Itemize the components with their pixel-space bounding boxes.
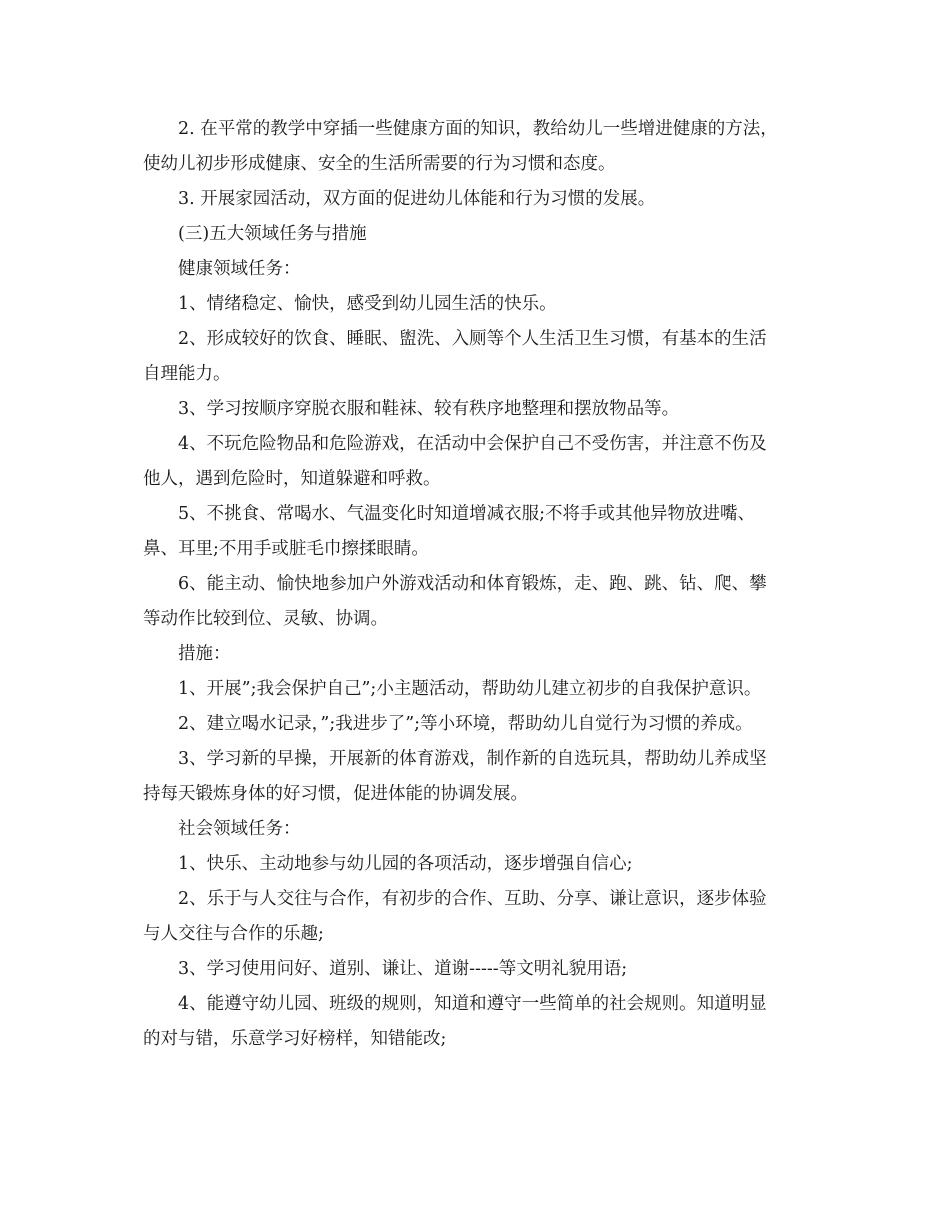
body-text <box>143 112 808 1057</box>
text-line: 社会领域任务： <box>178 819 301 839</box>
text-line: 4、不玩危险物品和危险游戏，在活动中会保护自己不受伤害，并注意不伤及 <box>178 434 767 454</box>
paragraph <box>143 672 808 707</box>
text-line: 措施： <box>178 644 231 664</box>
paragraph <box>143 287 808 322</box>
text-line: 的对与错，乐意学习好榜样，知错能改; <box>143 1029 447 1049</box>
paragraph <box>143 217 808 252</box>
text-line: 1、情绪稳定、愉快，感受到幼儿园生活的快乐。 <box>178 294 557 314</box>
text-line: 自理能力。 <box>143 364 231 384</box>
paragraph <box>143 707 808 742</box>
paragraph <box>143 252 808 287</box>
text-line: 等动作比较到位、灵敏、协调。 <box>143 609 388 629</box>
paragraph <box>143 112 808 182</box>
text-line: 2、建立喝水记录，”;我进步了”;等小环境，帮助幼儿自觉行为习惯的养成。 <box>178 714 753 734</box>
paragraph <box>143 182 808 217</box>
text-line: (三)五大领域任务与措施 <box>178 224 367 244</box>
paragraph <box>143 742 808 812</box>
paragraph <box>143 952 808 987</box>
paragraph <box>143 637 808 672</box>
paragraph <box>143 847 808 882</box>
text-line: 4、能遵守幼儿园、班级的规则，知道和遵守一些简单的社会规则。知道明显 <box>178 994 767 1014</box>
text-line: 3、学习新的早操，开展新的体育游戏，制作新的自选玩具，帮助幼儿养成坚 <box>178 749 767 769</box>
text-line: 1、开展”;我会保护自己”;小主题活动，帮助幼儿建立初步的自我保护意识。 <box>178 679 762 699</box>
text-line: 2、乐于与人交往与合作，有初步的合作、互助、分享、谦让意识，逐步体验 <box>178 889 767 909</box>
paragraph <box>143 392 808 427</box>
paragraph <box>143 427 808 497</box>
text-line: 3、学习使用问好、道别、谦让、道谢-----等文明礼貌用语; <box>178 959 628 979</box>
text-line: 5、不挑食、常喝水、气温变化时知道增减衣服;不将手或其他异物放进嘴、 <box>178 504 756 524</box>
text-line: 他人，遇到危险时，知道躲避和呼救。 <box>143 469 441 489</box>
text-line: 与人交往与合作的乐趣; <box>143 924 324 944</box>
text-line: 3. 开展家园活动，双方面的促进幼儿体能和行为习惯的发展。 <box>178 189 656 209</box>
text-line: 鼻、耳里;不用手或脏毛巾擦揉眼睛。 <box>143 539 429 559</box>
text-line: 1、快乐、主动地参与幼儿园的各项活动，逐步增强自信心; <box>178 854 633 874</box>
text-line: 使幼儿初步形成健康、安全的生活所需要的行为习惯和态度。 <box>143 154 616 174</box>
paragraph <box>143 322 808 392</box>
paragraph <box>143 882 808 952</box>
text-line: 2、形成较好的饮食、睡眠、盥洗、入厕等个人生活卫生习惯，有基本的生活 <box>178 329 767 349</box>
paragraph <box>143 812 808 847</box>
text-line: 健康领域任务： <box>178 259 301 279</box>
paragraph <box>143 497 808 567</box>
paragraph <box>143 987 808 1057</box>
text-line: 持每天锻炼身体的好习惯，促进体能的协调发展。 <box>143 784 528 804</box>
text-line: 6、能主动、愉快地参加户外游戏活动和体育锻炼，走、跑、跳、钻、爬、攀 <box>178 574 767 594</box>
text-line: 3、学习按顺序穿脱衣服和鞋袜、较有秩序地整理和摆放物品等。 <box>178 399 680 419</box>
text-line: 2. 在平常的教学中穿插一些健康方面的知识，教给幼儿一些增进健康的方法， <box>178 119 778 139</box>
paragraph <box>143 567 808 637</box>
